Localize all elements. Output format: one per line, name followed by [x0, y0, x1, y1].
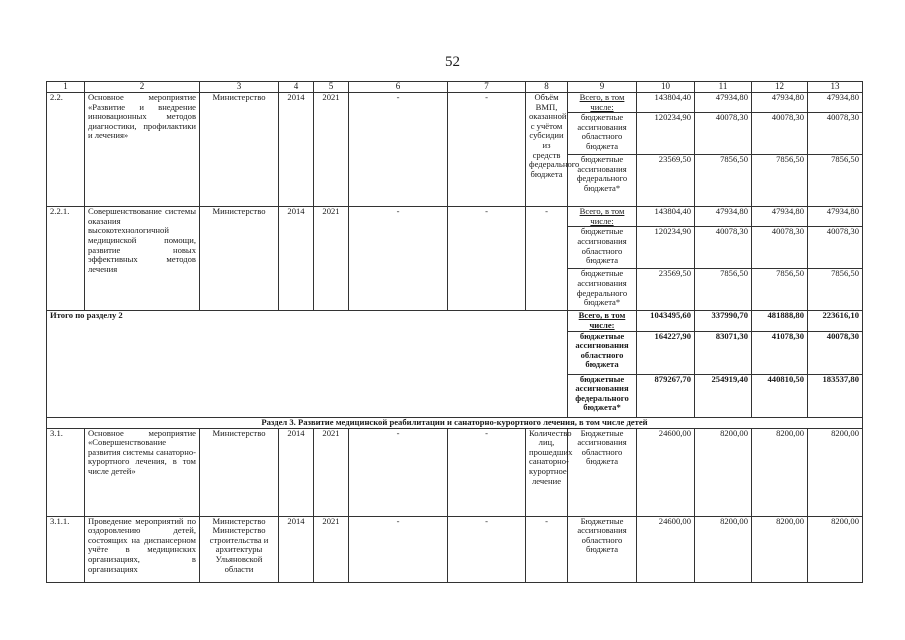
- value-cell: 7856,50: [808, 269, 863, 311]
- value-cell: 120234,90: [637, 113, 695, 155]
- value-cell: 7856,50: [752, 155, 808, 207]
- col7-value: -: [448, 428, 526, 516]
- indicator: Объём ВМП, оказанной с учётом субсидии из средств федерального бюджета: [526, 93, 568, 207]
- value-cell: 8200,00: [695, 516, 752, 582]
- value-cell: 8200,00: [752, 428, 808, 516]
- value-cell: 8200,00: [808, 516, 863, 582]
- end-year: 2021: [314, 207, 349, 311]
- header-cell: 8: [526, 82, 568, 93]
- col6-value: -: [349, 516, 448, 582]
- value-cell: 481888,80: [752, 311, 808, 331]
- value-cell: 40078,30: [808, 331, 863, 374]
- executor: Министерство: [200, 428, 279, 516]
- value-cell: 164227,90: [637, 331, 695, 374]
- funding-label: бюджетные ассигнования областного бюджета: [568, 331, 637, 374]
- executor: Министерство: [200, 207, 279, 311]
- value-cell: 337990,70: [695, 311, 752, 331]
- value-cell: 440810,50: [752, 374, 808, 417]
- indicator: Количество лиц, прошедших санаторно-курортное лечение: [526, 428, 568, 516]
- col7-value: -: [448, 516, 526, 582]
- value-cell: 8200,00: [752, 516, 808, 582]
- value-cell: 41078,30: [752, 331, 808, 374]
- table-row: [47, 93, 863, 113]
- funding-label: бюджетные ассигнования федерального бюджета*: [568, 155, 637, 207]
- col7-value: -: [448, 93, 526, 207]
- value-cell: 7856,50: [752, 269, 808, 311]
- value-cell: 879267,70: [637, 374, 695, 417]
- funding-label: Бюджетные ассигнования областного бюджета: [568, 428, 637, 516]
- funding-label: Бюджетные ассигнования областного бюджета: [568, 516, 637, 582]
- table-row: [47, 207, 863, 227]
- header-cell: 3: [200, 82, 279, 93]
- value-cell: 40078,30: [808, 227, 863, 269]
- end-year: 2021: [314, 93, 349, 207]
- header-cell: 10: [637, 82, 695, 93]
- value-cell: 7856,50: [808, 155, 863, 207]
- funding-label: Всего, в том числе:: [568, 207, 637, 227]
- value-cell: 23569,50: [637, 155, 695, 207]
- section-row: [47, 417, 863, 428]
- col6-value: -: [349, 428, 448, 516]
- value-cell: 23569,50: [637, 269, 695, 311]
- budget-table: [46, 81, 863, 583]
- value-cell: 24600,00: [637, 428, 695, 516]
- value-cell: 183537,80: [808, 374, 863, 417]
- activity-name: Проведение мероприятий по оздоровлению детей, состоящих на диспансерном учёте в медицинских организациях, в организациях: [85, 516, 200, 582]
- table-row: [47, 428, 863, 516]
- end-year: 2021: [314, 516, 349, 582]
- value-cell: 7856,50: [695, 155, 752, 207]
- activity-name: Основное мероприятие «Развитие и внедрение инновационных методов диагностики, профилактики и лечения»: [85, 93, 200, 207]
- funding-label: Всего, в том числе:: [568, 93, 637, 113]
- header-cell: 1: [47, 82, 85, 93]
- funding-label: бюджетные ассигнования областного бюджета: [568, 113, 637, 155]
- row-number: 3.1.1.: [47, 516, 85, 582]
- header-row: [47, 82, 863, 93]
- value-cell: 7856,50: [695, 269, 752, 311]
- header-cell: 13: [808, 82, 863, 93]
- value-cell: 8200,00: [695, 428, 752, 516]
- header-cell: 4: [279, 82, 314, 93]
- total-row: [47, 311, 863, 331]
- value-cell: 47934,80: [808, 207, 863, 227]
- header-cell: 2: [85, 82, 200, 93]
- value-cell: 254919,40: [695, 374, 752, 417]
- value-cell: 83071,30: [695, 331, 752, 374]
- executor: Министерство: [200, 93, 279, 207]
- value-cell: 47934,80: [752, 93, 808, 113]
- col7-value: -: [448, 207, 526, 311]
- value-cell: 143804,40: [637, 93, 695, 113]
- row-number: 3.1.: [47, 428, 85, 516]
- value-cell: 24600,00: [637, 516, 695, 582]
- value-cell: 223616,10: [808, 311, 863, 331]
- value-cell: 47934,80: [752, 207, 808, 227]
- activity-name: Совершенствование системы оказания высокотехнологичной медицинской помощи, развитие новых эффективных методов лечения: [85, 207, 200, 311]
- header-cell: 6: [349, 82, 448, 93]
- col6-value: -: [349, 207, 448, 311]
- header-cell: 11: [695, 82, 752, 93]
- end-year: 2021: [314, 428, 349, 516]
- value-cell: 1043495,60: [637, 311, 695, 331]
- value-cell: 120234,90: [637, 227, 695, 269]
- start-year: 2014: [279, 207, 314, 311]
- header-cell: 5: [314, 82, 349, 93]
- header-cell: 9: [568, 82, 637, 93]
- indicator: -: [526, 516, 568, 582]
- value-cell: 40078,30: [808, 113, 863, 155]
- start-year: 2014: [279, 93, 314, 207]
- header-cell: 7: [448, 82, 526, 93]
- value-cell: 47934,80: [695, 207, 752, 227]
- row-number: 2.2.1.: [47, 207, 85, 311]
- value-cell: 40078,30: [752, 113, 808, 155]
- section-title: Раздел 3. Развитие медицинской реабилитации и санаторно-курортного лечения, в том числе детей: [47, 417, 863, 428]
- col6-value: -: [349, 93, 448, 207]
- value-cell: 40078,30: [695, 113, 752, 155]
- value-cell: 40078,30: [752, 227, 808, 269]
- funding-label: Всего, в том числе:: [568, 311, 637, 331]
- value-cell: 40078,30: [695, 227, 752, 269]
- activity-name: Основное мероприятие «Совершенствование развития системы санаторно-курортного лечения, в том числе детей»: [85, 428, 200, 516]
- page-number: 52: [445, 54, 460, 70]
- header-cell: 12: [752, 82, 808, 93]
- row-number: 2.2.: [47, 93, 85, 207]
- value-cell: 47934,80: [808, 93, 863, 113]
- start-year: 2014: [279, 428, 314, 516]
- value-cell: 47934,80: [695, 93, 752, 113]
- value-cell: 143804,40: [637, 207, 695, 227]
- value-cell: 8200,00: [808, 428, 863, 516]
- funding-label: бюджетные ассигнования федерального бюджета*: [568, 269, 637, 311]
- table-row: [47, 516, 863, 582]
- indicator: -: [526, 207, 568, 311]
- total-label: Итого по разделу 2: [47, 311, 568, 417]
- executor: Министерство Министерство строительства и архитектуры Ульяновской области: [200, 516, 279, 582]
- funding-label: бюджетные ассигнования областного бюджета: [568, 227, 637, 269]
- start-year: 2014: [279, 516, 314, 582]
- funding-label: бюджетные ассигнования федерального бюджета*: [568, 374, 637, 417]
